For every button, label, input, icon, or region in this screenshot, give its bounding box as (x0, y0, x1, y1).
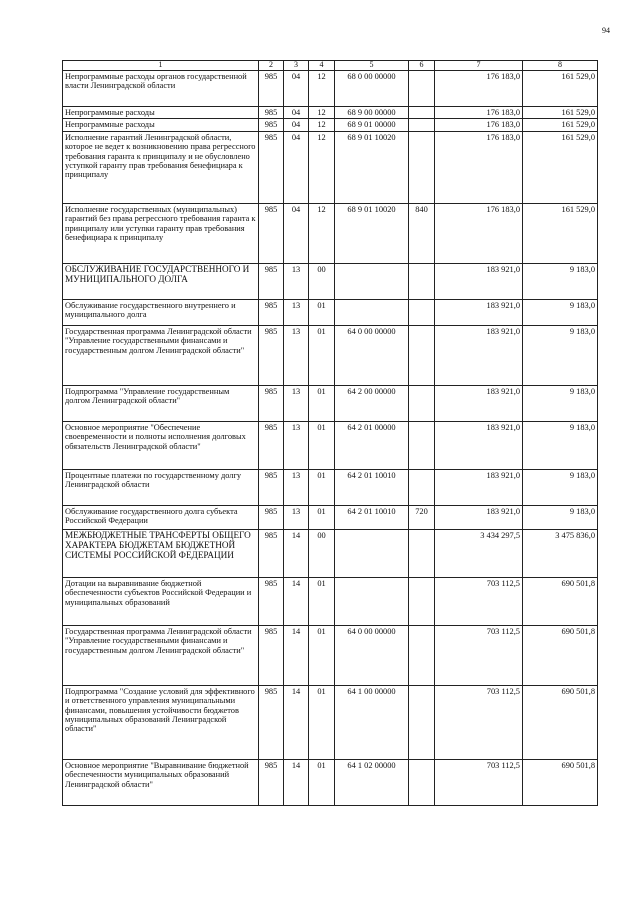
row-code-3: 14 (284, 529, 309, 577)
row-code-6 (409, 106, 435, 118)
row-code-3: 13 (284, 385, 309, 421)
row-code-3: 14 (284, 685, 309, 759)
row-amount-8: 9 183,0 (523, 469, 598, 505)
row-code-4: 01 (309, 505, 335, 529)
row-amount-7: 703 112,5 (435, 685, 523, 759)
row-code-5: 64 2 01 10010 (335, 469, 409, 505)
row-code-6 (409, 385, 435, 421)
row-code-3: 04 (284, 106, 309, 118)
row-code-5: 64 1 00 00000 (335, 685, 409, 759)
row-amount-7: 183 921,0 (435, 469, 523, 505)
row-amount-7: 183 921,0 (435, 325, 523, 385)
table-row (63, 131, 598, 203)
row-code-2: 985 (259, 529, 284, 577)
row-code-5: 64 0 00 00000 (335, 325, 409, 385)
row-code-6 (409, 469, 435, 505)
row-code-5: 64 0 00 00000 (335, 625, 409, 685)
row-amount-7: 703 112,5 (435, 625, 523, 685)
table-row (63, 203, 598, 263)
row-name: Подпрограмма "Создание условий для эффективного и ответственного управления муниципальными финансами, повышения устойчивости бюджетов муниципальных образований Ленинградской области" (63, 685, 259, 759)
row-code-5: 68 9 01 10020 (335, 131, 409, 203)
row-code-5 (335, 577, 409, 625)
row-code-6 (409, 131, 435, 203)
row-amount-8: 9 183,0 (523, 385, 598, 421)
table-row (63, 385, 598, 421)
row-code-5 (335, 299, 409, 325)
row-code-5 (335, 529, 409, 577)
row-code-3: 13 (284, 505, 309, 529)
row-code-3: 14 (284, 577, 309, 625)
row-code-2: 985 (259, 203, 284, 263)
row-code-2: 985 (259, 119, 284, 131)
row-amount-7: 183 921,0 (435, 505, 523, 529)
page-number: 94 (602, 26, 610, 35)
row-name: Основное мероприятие "Выравнивание бюджетной обеспеченности муниципальных образований Ленинградской области" (63, 759, 259, 805)
row-amount-8: 9 183,0 (523, 325, 598, 385)
row-amount-8: 9 183,0 (523, 505, 598, 529)
table-row (63, 70, 598, 106)
row-code-4: 12 (309, 70, 335, 106)
row-amount-7: 176 183,0 (435, 203, 523, 263)
row-code-6: 840 (409, 203, 435, 263)
table-row (63, 505, 598, 529)
row-code-2: 985 (259, 131, 284, 203)
row-code-2: 985 (259, 299, 284, 325)
row-code-4: 01 (309, 325, 335, 385)
row-code-2: 985 (259, 385, 284, 421)
row-amount-8: 9 183,0 (523, 299, 598, 325)
budget-table (62, 60, 598, 806)
row-code-3: 14 (284, 625, 309, 685)
row-code-6 (409, 759, 435, 805)
row-code-2: 985 (259, 685, 284, 759)
column-header: 7 (435, 61, 523, 71)
row-code-3: 13 (284, 263, 309, 299)
row-code-4: 12 (309, 203, 335, 263)
row-code-4: 12 (309, 131, 335, 203)
row-code-4: 01 (309, 625, 335, 685)
row-amount-8: 9 183,0 (523, 421, 598, 469)
table-row (63, 529, 598, 577)
column-header: 6 (409, 61, 435, 71)
row-name: Непрограммные расходы органов государственной власти Ленинградской области (63, 70, 259, 106)
row-code-6: 720 (409, 505, 435, 529)
row-code-2: 985 (259, 759, 284, 805)
row-amount-8: 690 501,8 (523, 625, 598, 685)
row-name: Непрограммные расходы (63, 106, 259, 118)
row-amount-7: 3 434 297,5 (435, 529, 523, 577)
table-row (63, 759, 598, 805)
row-code-5: 68 9 01 00000 (335, 119, 409, 131)
row-name: Дотации на выравнивание бюджетной обеспеченности субъектов Российской Федерации и муниципальных образований (63, 577, 259, 625)
row-amount-8: 161 529,0 (523, 119, 598, 131)
row-code-5 (335, 263, 409, 299)
row-code-4: 01 (309, 759, 335, 805)
row-code-6 (409, 299, 435, 325)
table-row (63, 263, 598, 299)
row-name: Исполнение государственных (муниципальных) гарантий без права регрессного требования гаранта к принципалу или уступки гаранту прав требования бенефициара к принципалу (63, 203, 259, 263)
row-amount-7: 183 921,0 (435, 385, 523, 421)
row-code-6 (409, 577, 435, 625)
row-code-2: 985 (259, 421, 284, 469)
table-row (63, 325, 598, 385)
row-name: Процентные платежи по государственному долгу Ленинградской области (63, 469, 259, 505)
row-name: Непрограммные расходы (63, 119, 259, 131)
column-header: 8 (523, 61, 598, 71)
row-amount-7: 183 921,0 (435, 263, 523, 299)
row-amount-8: 690 501,8 (523, 759, 598, 805)
column-header: 1 (63, 61, 259, 71)
row-code-4: 01 (309, 385, 335, 421)
table-row (63, 577, 598, 625)
column-header: 5 (335, 61, 409, 71)
row-code-6 (409, 685, 435, 759)
row-code-3: 13 (284, 299, 309, 325)
row-amount-8: 161 529,0 (523, 70, 598, 106)
row-amount-8: 690 501,8 (523, 577, 598, 625)
row-amount-8: 161 529,0 (523, 106, 598, 118)
row-code-5: 64 1 02 00000 (335, 759, 409, 805)
table-row (63, 625, 598, 685)
row-name: Основное мероприятие "Обеспечение своевременности и полноты исполнения долговых обязательств Ленинградской области" (63, 421, 259, 469)
table-body (63, 70, 598, 805)
row-name: Исполнение гарантий Ленинградской области, которое не ведет к возникновению права регрессного требования гаранта к принципалу и не обусловлено уступкой гаранту прав требования бенефициара к принципалу (63, 131, 259, 203)
row-amount-8: 161 529,0 (523, 131, 598, 203)
row-name: Государственная программа Ленинградской области "Управление государственными финансами и государственным долгом Ленинградской области" (63, 625, 259, 685)
row-code-4: 12 (309, 106, 335, 118)
row-code-3: 04 (284, 203, 309, 263)
row-code-4: 01 (309, 577, 335, 625)
row-code-4: 01 (309, 421, 335, 469)
table-row (63, 106, 598, 118)
row-name: ОБСЛУЖИВАНИЕ ГОСУДАРСТВЕННОГО И МУНИЦИПАЛЬНОГО ДОЛГА (63, 263, 259, 299)
row-amount-7: 176 183,0 (435, 131, 523, 203)
row-code-5: 68 9 00 00000 (335, 106, 409, 118)
row-code-4: 01 (309, 685, 335, 759)
row-code-2: 985 (259, 577, 284, 625)
row-amount-8: 9 183,0 (523, 263, 598, 299)
row-amount-7: 176 183,0 (435, 106, 523, 118)
column-header: 4 (309, 61, 335, 71)
row-code-2: 985 (259, 70, 284, 106)
row-code-5: 64 2 00 00000 (335, 385, 409, 421)
row-amount-8: 690 501,8 (523, 685, 598, 759)
row-code-4: 12 (309, 119, 335, 131)
row-code-3: 13 (284, 469, 309, 505)
row-amount-7: 176 183,0 (435, 70, 523, 106)
row-code-2: 985 (259, 625, 284, 685)
row-code-5: 64 2 01 10010 (335, 505, 409, 529)
row-amount-7: 703 112,5 (435, 759, 523, 805)
row-code-6 (409, 625, 435, 685)
row-amount-7: 176 183,0 (435, 119, 523, 131)
row-amount-8: 161 529,0 (523, 203, 598, 263)
row-code-3: 04 (284, 119, 309, 131)
row-code-3: 04 (284, 70, 309, 106)
table-row (63, 119, 598, 131)
row-code-6 (409, 119, 435, 131)
row-code-4: 00 (309, 263, 335, 299)
row-code-2: 985 (259, 505, 284, 529)
column-header: 2 (259, 61, 284, 71)
row-code-3: 14 (284, 759, 309, 805)
row-code-6 (409, 529, 435, 577)
table-header-row (63, 61, 598, 71)
row-code-4: 01 (309, 469, 335, 505)
column-header: 3 (284, 61, 309, 71)
row-name: МЕЖБЮДЖЕТНЫЕ ТРАНСФЕРТЫ ОБЩЕГО ХАРАКТЕРА БЮДЖЕТАМ БЮДЖЕТНОЙ СИСТЕМЫ РОССИЙСКОЙ ФЕДЕРАЦИИ (63, 529, 259, 577)
row-name: Государственная программа Ленинградской области "Управление государственными финансами и государственным долгом Ленинградской области" (63, 325, 259, 385)
row-name: Обслуживание государственного внутреннего и муниципального долга (63, 299, 259, 325)
row-name: Обслуживание государственного долга субъекта Российской Федерации (63, 505, 259, 529)
row-code-5: 68 0 00 00000 (335, 70, 409, 106)
row-code-6 (409, 421, 435, 469)
row-amount-7: 183 921,0 (435, 299, 523, 325)
row-code-6 (409, 70, 435, 106)
row-amount-7: 703 112,5 (435, 577, 523, 625)
row-code-5: 68 9 01 10020 (335, 203, 409, 263)
row-name: Подпрограмма "Управление государственным долгом Ленинградской области" (63, 385, 259, 421)
row-code-2: 985 (259, 325, 284, 385)
row-code-3: 04 (284, 131, 309, 203)
table-row (63, 421, 598, 469)
row-code-2: 985 (259, 263, 284, 299)
row-amount-8: 3 475 836,0 (523, 529, 598, 577)
row-code-5: 64 2 01 00000 (335, 421, 409, 469)
row-code-3: 13 (284, 421, 309, 469)
table-row (63, 299, 598, 325)
row-code-2: 985 (259, 106, 284, 118)
row-code-4: 00 (309, 529, 335, 577)
table-row (63, 469, 598, 505)
table-row (63, 685, 598, 759)
row-code-4: 01 (309, 299, 335, 325)
row-code-3: 13 (284, 325, 309, 385)
row-code-2: 985 (259, 469, 284, 505)
row-amount-7: 183 921,0 (435, 421, 523, 469)
row-code-6 (409, 325, 435, 385)
row-code-6 (409, 263, 435, 299)
